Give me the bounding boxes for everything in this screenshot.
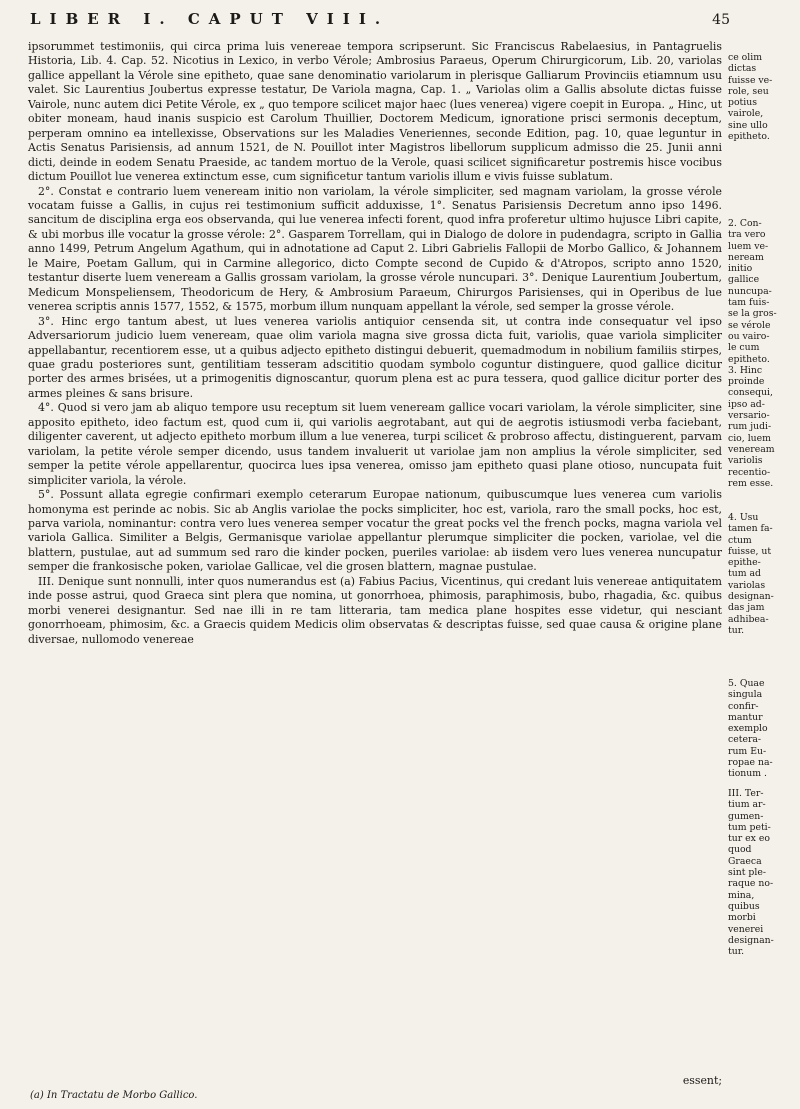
- paragraph-continuation: ipsorummet testimoniis, qui circa prima luis venereae tempora scripserunt. Sic Franciscus Rabelaesius, in Pantagruelis Historia, Lib. 4. Cap. 52. Nicotius in Lexico, in verbo Vérole; Ambrosius Paraeus, Operum Chirurgicorum, Lib. 20, variolas gallice appellant la Vérole sine epitheto, quae sane denominatio variolarum in plerisque Galliarum Provinciis etiamnum usu valet. Sic Laurentius Joubertus expresse testatur, De Variola magna, Cap. 1. „ Variolas olim a Gallis absolute dictas fuisse Vairole, nunc autem dici Petite Vérole, ex „ quo tempore scilicet major haec (lues venerea) vigere coepit in Europa. „ Hinc, ut obiter moneam, haud inanis suspicio est Carolum Thuillier, Doctorem Medicum, ignoratione prisci sermonis deceptum, perperam omnino ea intellexisse, Observations sur les Maladies Veneriennes, seconde Edition, pag. 10, quae leguntur in Actis Senatus Parisiensis, ad annum 1521, de N. Pouillot inter Magistros libellorum supplicum admisso die 25. Junii anni dicti, deinde in eodem Senatu Praeside, ac tandem mortuo de la Verole, quasi scilicet significaretur postremis hisce vocibus dictum Pouillot lue venerea extinctum esse, cum significetur tantum variolis illum e vivis fuisse sublatum.: [28, 40, 722, 184]
- margin-note-line: adhibea-: [728, 613, 769, 625]
- margin-note-line: 3. Hinc: [728, 364, 763, 376]
- margin-note: [728, 512, 794, 636]
- margin-note-line: potius: [728, 97, 758, 109]
- margin-note-line: tum peti-: [728, 821, 771, 833]
- paragraph-4: 4°. Quod si vero jam ab aliquo tempore usu receptum sit luem veneream gallice vocari variolam, la vérole simpliciter, sine apposito epitheto, ideo factum est, quod cum ii, qui variolis aegrotabant, aut qui de aegrotis istiusmodi verba faciebant, diligenter caverent, ut adjecto epitheto morbum illum a lue venerea, turpi scilicet & probroso affectu, distinguerent, parvam variolam, la petite vérole semper dicendo, usus tandem invaluerit ut variolae jam non amplius la vérole simpliciter, sed semper la petite vérole appellarentur, quocirca lues ipsa venerea, omisso jam epitheto quasi plane otioso, nuncupata fuit simpliciter variola, la vérole.: [28, 401, 722, 487]
- margin-note-line: cio, luem: [728, 432, 771, 444]
- margin-note-line: tur ex eo: [728, 833, 770, 845]
- margin-note-line: venerei: [728, 923, 764, 935]
- running-head: [30, 10, 730, 36]
- margin-note-line: neream: [728, 251, 764, 263]
- margin-note-line: epitheto.: [728, 131, 770, 143]
- margin-note-line: tionum .: [728, 768, 768, 780]
- margin-note-line: tur.: [728, 946, 745, 958]
- margin-note-line: luem ve-: [728, 240, 769, 252]
- margin-note: [728, 788, 794, 957]
- running-head-title: LIBER I. CAPUT VIII.: [30, 10, 390, 28]
- margin-note-line: dictas: [728, 63, 757, 75]
- margin-note-line: gallice: [728, 274, 760, 286]
- margin-note-line: rum Eu-: [728, 745, 767, 757]
- margin-note-line: morbi: [728, 912, 756, 924]
- margin-note-line: variolis: [728, 455, 763, 467]
- margin-note-line: Graeca: [728, 855, 762, 867]
- paragraph-iii: III. Denique sunt nonnulli, inter quos numerandus est (a) Fabius Pacius, Vicentinus, qui credant luis venereae antiquitatem inde posse astrui, quod Graeca sint plera que nomina, ut gonorrhoea, phimosis, paraphimosis, bubo, rhagadia, &c. quibus morbi venerei designantur. Sed nae illi in re tam litteraria, tam medica plane hospites esse videtur, qui nesciant gonorrhoeam, phimosim, &c. a Graecis quidem Medicis olim observatas & descriptas fuisse, sed quae causa & origine plane diversae, nullomodo venereae: [28, 574, 722, 646]
- margin-note-line: variolas: [728, 579, 766, 591]
- page-number: 45: [712, 12, 730, 28]
- margin-note-line: tra vero: [728, 229, 766, 241]
- margin-note-line: rum judi-: [728, 421, 772, 433]
- margin-notes: [728, 0, 796, 1109]
- margin-note-line: ctum: [728, 534, 752, 546]
- margin-note: [728, 218, 794, 489]
- paragraph-5: 5°. Possunt allata egregie confirmari exemplo ceterarum Europae nationum, quibuscumque lues venerea cum variolis homonyma est perinde ac nobis. Sic ab Anglis variolae the pocks simpliciter, hoc est, variola, raro the small pocks, hoc est, parva variola, nominantur: contra vero lues venerea semper vocatur the great pocks vel the french pocks, magna variola vel variola Gallica. Similiter a Belgis, Germanisque variolae appellantur plerumque simpliciter die pocken, variolae, vel die blattern, pustulae, aut ad summum sed raro die kinder pocken, pueriles variolae: ab iisdem vero lues venerea nuncupatur semper die frankosische poken, variolae Gallicae, vel die grosen blattern, magnae pustulae.: [28, 488, 722, 574]
- margin-note-line: tam fuis-: [728, 297, 770, 309]
- margin-note-line: tamen fa-: [728, 523, 773, 535]
- catchword: essent;: [682, 1074, 722, 1087]
- margin-note: [728, 678, 794, 780]
- margin-note-line: 2. Con-: [728, 218, 762, 229]
- margin-note-line: tur.: [728, 624, 745, 636]
- paragraph-3: 3°. Hinc ergo tantum abest, ut lues venerea variolis antiquior censenda sit, ut contra inde consequatur vel ipso Adversariorum judicio luem veneream, quae olim variola magna sive grossa dicta fuit, variolis, quae variola simpliciter appellabantur, recentiorem esse, ut a quibus adjecto epitheto distingui debuerit, quemadmodum in nobilium familiis stirpes, quae gradu posteriores sunt, gentilitiam tesseram adscititio quodam symbolo coguntur distinguere, quod gallice dicitur porter des armes brisées, ut a primogenitis dignoscantur, quorum plena est ac pura tessera, quod gallice dicitur porter des armes pleines & sans brisure.: [28, 314, 722, 400]
- body-text: [28, 40, 722, 647]
- margin-note-line: epitheto.: [728, 353, 770, 365]
- margin-note-line: epithe-: [728, 557, 761, 569]
- margin-note-line: singula: [728, 689, 763, 701]
- margin-note-line: initio: [728, 263, 753, 275]
- margin-note-line: 5. Quae: [728, 678, 765, 689]
- margin-note-line: exemplo: [728, 723, 768, 735]
- margin-note-line: rem esse.: [728, 477, 774, 489]
- margin-note-line: ropae na-: [728, 757, 773, 769]
- margin-note-line: sint ple-: [728, 867, 766, 879]
- footnote: (a) In Tractatu de Morbo Gallico.: [30, 1090, 198, 1101]
- margin-note-line: se vérole: [728, 319, 771, 331]
- margin-note-line: ipso ad-: [728, 398, 765, 410]
- margin-note-line: cetera-: [728, 734, 762, 746]
- margin-note-line: consequi,: [728, 387, 773, 399]
- margin-note-line: confir-: [728, 700, 759, 712]
- margin-note-line: mantur: [728, 711, 763, 723]
- margin-note-line: gumen-: [728, 810, 764, 822]
- margin-note-line: ce olim: [728, 52, 763, 63]
- margin-note-line: se la gros-: [728, 308, 777, 320]
- margin-note-line: designan-: [728, 591, 774, 603]
- margin-note-line: designan-: [728, 934, 774, 946]
- margin-note-line: versario-: [728, 410, 770, 422]
- margin-note-line: das jam: [728, 602, 765, 614]
- margin-note-line: mina,: [728, 889, 755, 901]
- margin-note-line: recentio-: [728, 466, 771, 478]
- margin-note-line: quibus: [728, 900, 760, 912]
- margin-note-line: proinde: [728, 376, 765, 388]
- paragraph-2: 2°. Constat e contrario luem veneream initio non variolam, la vérole simpliciter, sed magnam variolam, la grosse vérole vocatam fuisse a Gallis, in cujus rei testimonium sufficit adduxisse, 1°. Senatus Parisiensis Decretum anno ipso 1496. sancitum de disciplina erga eos observanda, qui lue venerea infecti forent, quod infra proferetur ultimo hujusce Libri capite, & ubi morbus ille vocatur la grosse vérole: 2°. Gasparem Torrellam, qui in Dialogo de dolore in pudendagra, scripto in Gallia anno 1499, Petrum Angelum Agathum, qui in adnotatione ad Caput 2. Libri Gabrielis Fallopii de Morbo Gallico, & Johannem le Maire, Poetam Gallum, qui in Carmine allegorico, dicto Compte second de Cupido & d'Atropos, scripto anno 1520, testantur diserte luem veneream a Gallis grossam variolam, la grosse vérole nuncupari. 3°. Denique Laurentium Joubertum, Medicum Monspeliensem, Theodoricum de Hery, & Ambrosium Paraeum, Chirurgos Parisienses, qui in Operibus de lue venerea scriptis annis 1577, 1552, & 1575, morbum illum nunquam appellant la vérole, sed semper la grosse vérole.: [28, 184, 722, 314]
- margin-note-line: nuncupa-: [728, 285, 772, 297]
- margin-note-line: raque no-: [728, 878, 774, 890]
- margin-note-line: tum ad: [728, 568, 761, 580]
- margin-note-line: fuisse ve-: [728, 74, 773, 86]
- margin-note-line: quod: [728, 844, 752, 856]
- margin-note-line: tium ar-: [728, 799, 766, 811]
- margin-note-line: sine ullo: [728, 119, 768, 131]
- margin-note-line: role, seu: [728, 85, 769, 97]
- margin-note-line: III. Ter-: [728, 788, 764, 799]
- margin-note-line: ou vairo-: [728, 330, 770, 342]
- margin-note-line: le cum: [728, 342, 760, 354]
- margin-note-line: veneream: [728, 443, 775, 455]
- margin-note: [728, 52, 794, 142]
- margin-note-line: vairole,: [728, 108, 764, 120]
- margin-note-line: fuisse, ut: [728, 545, 772, 557]
- margin-note-line: 4. Usu: [728, 512, 759, 523]
